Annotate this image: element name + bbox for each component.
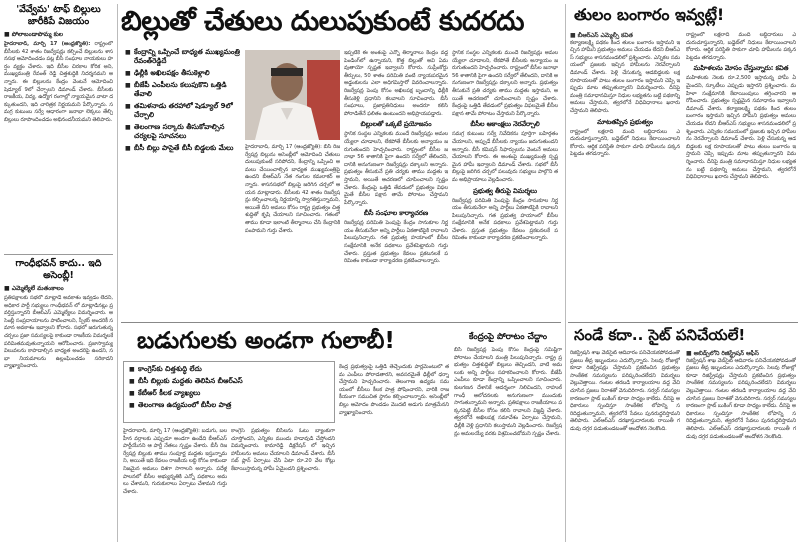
- column-divider-left: [117, 4, 118, 542]
- main-sub-d: ప్రభుత్వ తీరుపై విమర్శలు: [473, 186, 537, 195]
- speaker-photo: [245, 50, 340, 140]
- bottom-body-col2: కాంగ్రెస్ ప్రభుత్వం బీసీలను ఓటు బ్యాంకుగా చూస్తోందని, ఎన్నికల ముందు హడావుడి చేస్తోందని విమర్శించారు. కామారెడ్డి డిక్లరేషన్ లో ఇచ్చిన హామీలను అమలు చేయాలని డిమాండ్ చేశారు. బీసీ సబ్ ప్లాన్ ఏర్పాటు చేసి ఏటా రూ.20 వేల కోట్లు కేటాయిస్తామన్న హామీ ఏమైందని ప్రశ్నించారు.: [231, 428, 335, 472]
- speaker-figure-icon: [245, 50, 340, 140]
- right-top-sub-b: మహిళలను మోసం చేస్తున్నారు: కవిత: [693, 64, 789, 73]
- right-bottom-col1: [570, 350, 680, 542]
- main-headline: బిల్లుతో చేతులు దులుపుకుంటే కుదరదు: [121, 6, 524, 37]
- main-body-c2: స్థానిక సంస్థల ఎన్నికలకు ముందే రిజర్వేషన్లు అమలయ్యేలా చూడాలని, లేకపోతే బీసీలకు అన్యాయం జరుగుతుందని హెచ్చరించారు. రాష్ట్రంలో బీసీల జనాభా 56 శాతానికి పైగా ఉందని సర్వేలో తేలిందని, దానికి అనుగుణంగా రిజర్వేషన్లు దక్కాలని అన్నారు. ప్రభుత్వం తీసుకునే ప్రతి చర్యకు తాము మద్దతు ఇస్తామని, అయితే ఆచరణలో చూపించాలని స్పష్టం చేశారు. కేంద్రంపై ఒత్తిడి తేవడంలో ప్రభుత్వం విఫలమైతే బీసీల పక్షాన తామే పోరాటం చేస్తామని పేర్కొన్నారు.: [452, 50, 558, 117]
- main-body-col1: [245, 144, 340, 316]
- bottom-highlight-item: ■ తెలంగాణ ఉద్యమంలో బీసీల పాత్ర: [129, 401, 329, 410]
- main-highlight-item: ■ తమిళనాడు తరహాలో షెడ్యూల్ 9లో చేర్చాలి: [125, 102, 243, 120]
- right-top-body-c: మహిళలకు నెలకు రూ.2,500 ఇస్తామన్న హామీ ఏమైందని, స్కూటీలు ఎప్పుడు ఇస్తారని ప్రశ్నించారు. మహిళా సంక్షేమానికి కేటాయింపులు తగ్గించారని ఆరోపించారు. ప్రభుత్వం స్పష్టమైన సమాధానం ఇవ్వాలని డిమాండ్ చేశారు.: [686, 75, 796, 112]
- bottom-highlights: [129, 365, 329, 410]
- bottom-story: [121, 324, 451, 544]
- right-bottom-bullet-text: అబిడ్స్‌లోని రిజిస్ట్రేషన్ ఆఫీస్: [693, 350, 759, 357]
- main-body-col3: [452, 50, 558, 316]
- left-sub-headline: గాంధీభవన్ కాదు.. ఇది అసెంబ్లీ!: [15, 258, 102, 281]
- left-bullet-text: పోలాబండాపొమ్మ కుల: [11, 31, 64, 38]
- left-headline: 'వేవ్వేమ' టాఫ్ బిల్లులు జారీకిపే విజయం: [16, 4, 101, 27]
- main-body-d2: రిజర్వేషన్ల పరిమితి పెంపుపై కేంద్రం సానుకూల నిర్ణయం తీసుకునేలా అన్ని పార్టీలు ఏకతాటిపైకి రావాలని పిలుపునిచ్చారు. గత ప్రభుత్వ హయాంలో బీసీల సంక్షేమానికి అనేక పథకాలు ప్రవేశపెట్టామని గుర్తు చేశారు. ప్రస్తుత ప్రభుత్వం కేవలం ప్రకటనలకే పరిమితం కాకుండా కార్యాచరణ ప్రకటించాలన్నారు.: [452, 197, 558, 242]
- bottom-highlight-item: ■ కేటీఆర్ కీలక వ్యాఖ్యలు: [129, 389, 329, 398]
- main-body-b: ఇప్పటికే ఈ అంశంపై ఎన్నో తీర్మానాలు కేంద్రం వద్ద పెండింగ్‌లో ఉన్నాయని, కొత్త బిల్లుతో అవి ఏమవుతాయో స్పష్టత ఇవ్వాలని కోరారు. సుప్రీంకోర్టు తీర్పులు, 50 శాతం పరిమితి వంటి న్యాయపరమైన అడ్డంకులను ఎలా అధిగమిస్తారో వివరించాలన్నారు. రిజర్వేషన్ల పెంపు కోసం అఖిలపక్ష బృందాన్ని ఢిల్లీకి తీసుకెళ్లి ప్రధానిని కలవాలని సూచించారు. బీసీ సంఘాలు, ప్రజాప్రతినిధులు అందరూ కలిసి పోరాడితేనే ఫలితం ఉంటుందని అభిప్రాయపడ్డారు.: [344, 50, 448, 117]
- main-body-d: రిజర్వేషన్ల పరిమితి పెంపుపై కేంద్రం సానుకూల నిర్ణయం తీసుకునేలా అన్ని పార్టీలు ఏకతాటిపైకి రావాలని పిలుపునిచ్చారు. గత ప్రభుత్వ హయాంలో బీసీల సంక్షేమానికి అనేక పథకాలు ప్రవేశపెట్టామని గుర్తు చేశారు. ప్రస్తుత ప్రభుత్వం కేవలం ప్రకటనలకే పరిమితం కాకుండా కార్యాచరణ ప్రకటించాలన్నారు.: [344, 220, 448, 265]
- right-top-story: [568, 2, 798, 320]
- right-top-body-b2: రాష్ట్రంలో లక్షలాది మంది లబ్ధిదారులు ఎదురుచూస్తున్నారని, బడ్జెట్‌లో నిధులు కేటాయించాలని కోరారు. ఆర్థిక పరిస్థితి సాకుగా చూపి హామీలను పక్కనపెట్టడం తగదన్నారు.: [686, 32, 796, 61]
- bottom-right-body: బీసీ రిజర్వేషన్ల పెంపు కోసం కేంద్రంపై సమిష్టిగా పోరాటం చేయాలని మంత్రి పిలుపునిచ్చారు. రాష్ట్ర ప్రభుత్వం చిత్తశుద్ధితో బిల్లులు తెచ్చిందని, వాటి అమలుకు అన్ని పార్టీలు సహకరించాలని కోరారు. బీజేపీ ఎంపీలు కూడా కేంద్రాన్ని ఒప్పించాలని సూచించారు. కులగణన దేశానికే ఆదర్శంగా నిలిచిందని, రాహుల్ గాంధీ ఆలోచనలకు అనుగుణంగా ముందుకు సాగుతున్నామని అన్నారు. ప్రతిపక్షాలు రాజకీయాలు పక్కనపెట్టి బీసీల కోసం కలిసి రావాలని విజ్ఞప్తి చేశారు. త్వరలోనే అఖిలపక్ష సమావేశం ఏర్పాటు చేస్తామని, ఢిల్లీకి వెళ్లి ప్రధానిని కలుస్తామని వెల్లడించారు. రిజర్వేషన్లు అమలయ్యే వరకు విశ్రమించబోమని స్పష్టం చేశారు.: [454, 347, 562, 437]
- bottom-right-story: [454, 324, 562, 544]
- main-sub-b: బీసీల ఆకాంక్షలు నెరవేర్చాలి: [470, 120, 540, 129]
- bottom-headline: బడుగులకు అండగా గులాబీ!: [137, 328, 395, 354]
- main-body-a: హైదరాబాద్, మార్చి 17 (ఆంధ్రజ్యోతి): బీసీ రిజర్వేషన్ల బిల్లును అసెంబ్లీలో ఆమోదించి చేతులు దులుపుకుంటే సరిపోదని, కేంద్రాన్ని ఒప్పించి అమలు చేయించాల్సిన బాధ్యత ముఖ్యమంత్రిపై ఉందని బీఆర్ఎస్ నేత గంగుల కమలాకర్ అన్నారు. శాసనసభలో బిల్లుపై జరిగిన చర్చలో ఆయన మాట్లాడారు. బీసీలకు 42 శాతం రిజర్వేషన్లు కల్పించాలన్న నిర్ణయాన్ని స్వాగతిస్తున్నామని, అయితే దీని అమలు కోసం రాష్ట్ర ప్రభుత్వం చిత్తశుద్ధితో కృషి చేయాలని సూచించారు. గతంలో తాము కూడా ఇలాంటి తీర్మానాలు చేసి కేంద్రానికి పంపామని గుర్తు చేశారు.: [245, 144, 340, 234]
- main-highlight-item: ■ కేంద్రాన్ని ఒప్పించే బాధ్యత ముఖ్యమంత్రి రేవంత్‌రెడ్డిదే: [125, 48, 243, 66]
- right-bottom-headline: సండే కదా.. సైట్ పనిచేయలే!: [574, 326, 746, 344]
- main-sub-c: బీసీ సంఘాల కార్యాచరణ: [363, 209, 429, 218]
- left-dateline: హైదరాబాద్, మార్చి 17 (ఆంధ్రజ్యోతి):: [4, 41, 91, 47]
- right-top-bullet-text: బీఆర్ఎస్ ఎమ్మెల్సీ కవిత: [577, 32, 633, 39]
- main-highlight-item: ■ ఢిల్లీకి అఖిలపక్షం తీసుకెళ్లాలి: [125, 69, 243, 78]
- left-sub-bullet: ■ ఎమ్మెల్యేలే మతంకాలం: [4, 285, 64, 292]
- main-body-e: సమగ్ర కుటుంబ సర్వే నివేదికను పూర్తిగా బహిర్గతం చేయాలని, అప్పుడే బీసీలకు న్యాయం జరుగుతుందని అన్నారు. బీసీ కమిషన్ సిఫార్సులను వెంటనే అమలు చేయాలని కోరారు. ఈ అంశంపై ముఖ్యమంత్రి స్పష్టమైన హామీ ఇవ్వాలని డిమాండ్ చేశారు. సభలో బీసీ బిల్లుపై జరిగిన చర్చలో పలువురు సభ్యులు పాల్గొని తమ అభిప్రాయాలు వెల్లడించారు.: [452, 131, 558, 183]
- bottom-highlights-box: [123, 361, 335, 423]
- right-top-col2: [686, 32, 796, 318]
- right-bottom-col2: [686, 350, 796, 542]
- bottom-highlight-item: ■ కాంగ్రెస్‌కు చిత్తశుద్ధి లేదు: [129, 365, 329, 374]
- right-top-sub-a: మాటతప్పిన ప్రభుత్వం: [597, 117, 653, 126]
- left-body-text: రాష్ట్రంలో బీసీలకు 42 శాతం రిజర్వేషన్లు కల్పించే బిల్లులను శాసనసభ ఆమోదించడం పట్ల బీసీ సంఘాల నాయకులు హర్షం వ్యక్తం చేశారు. ఇది బీసీల చిరకాల కోరిక అని, ముఖ్యమంత్రి రేవంత్ రెడ్డి చిత్తశుద్ధికి నిదర్శనమని అన్నారు. ఈ బిల్లులను కేంద్రం వెంటనే ఆమోదించి షెడ్యూల్ 9లో చేర్చాలని డిమాండ్ చేశారు. బీసీలకు రాజకీయ, విద్య, ఉద్యోగ రంగాల్లో న్యాయమైన వాటా దక్కుతుందని, ఇది చారిత్రక నిర్ణయమని పేర్కొన్నారు. సమగ్ర కుటుంబ సర్వే ఆధారంగా జనాభా లెక్కలు తేల్చి బిల్లులు రూపొందించడం అభినందనీయమని తెలిపారు.: [4, 41, 113, 123]
- right-top-col1: [570, 32, 680, 318]
- main-body-col2: [344, 50, 448, 316]
- left-column: [4, 4, 113, 544]
- right-bottom-body-2: రిజిస్ట్రేషన్ శాఖ వెబ్‌సైట్ ఆదివారం పనిచేయకపోవడంతో ప్రజలు తీవ్ర ఇబ్బందులు ఎదుర్కొన్నారు. సెలవు రోజుల్లో కూడా రిజిస్ట్రేషన్లు చేస్తామని ప్రకటించిన ప్రభుత్వం సాంకేతిక సమస్యలను పరిష్కరించలేదని విమర్శలు వెల్లువెత్తాయి. గంటల తరబడి కార్యాలయాల వద్ద వేచి చూసిన ప్రజలు నిరాశతో వెనుదిరిగారు. సర్వర్ సమస్యల కారణంగా స్లాట్ బుకింగ్ కూడా సాధ్యం కాలేదు. దీనిపై అధికారులు స్పందిస్తూ సాంకేతిక లోపాన్ని సరిదిద్దుతున్నామని, త్వరలోనే సేవలు పునరుద్ధరిస్తామని తెలిపారు. ఎల్ఆర్ఎస్ దరఖాస్తుదారులకు రాయితీ గడువు దగ్గర పడుతుండటంతో ఆందోళన నెలకొంది.: [686, 357, 796, 440]
- right-bottom-story: [568, 324, 798, 544]
- row-divider-right: [568, 322, 798, 323]
- main-story: [121, 2, 561, 320]
- main-sub-a: బిల్లులతో ఒక్కటే ప్రయోజనం: [360, 120, 432, 129]
- right-top-body: కల్యాణలక్ష్మి పథకం కింద తులం బంగారం ఇస్తామని ఇచ్చిన హామీని ప్రభుత్వం అమలు చేయడం లేదని బీఆర్ఎస్ సభ్యులు శాసనమండలిలో ప్రశ్నించారు. ఎన్నికల సమయంలో ప్రజలకు ఇచ్చిన హామీలను నెరవేర్చాలని డిమాండ్ చేశారు. పెళ్లి చేసుకున్న ఆడబిడ్డలకు లక్ష రూపాయలతో పాటు తులం బంగారం ఇస్తామని చెప్పి ఇప్పుడు మాట తప్పుతున్నారని విమర్శించారు. దీనిపై మంత్రి సమాధానమిస్తూ నిధుల లభ్యతను బట్టి పథకాన్ని అమలు చేస్తామని, త్వరలోనే విధివిధానాలు ఖరారు చేస్తామని తెలిపారు.: [570, 39, 680, 114]
- left-body: [4, 41, 113, 251]
- right-bottom-body: రిజిస్ట్రేషన్ శాఖ వెబ్‌సైట్ ఆదివారం పనిచేయకపోవడంతో ప్రజలు తీవ్ర ఇబ్బందులు ఎదుర్కొన్నారు. సెలవు రోజుల్లో కూడా రిజిస్ట్రేషన్లు చేస్తామని ప్రకటించిన ప్రభుత్వం సాంకేతిక సమస్యలను పరిష్కరించలేదని విమర్శలు వెల్లువెత్తాయి. గంటల తరబడి కార్యాలయాల వద్ద వేచి చూసిన ప్రజలు నిరాశతో వెనుదిరిగారు. సర్వర్ సమస్యల కారణంగా స్లాట్ బుకింగ్ కూడా సాధ్యం కాలేదు. దీనిపై అధికారులు స్పందిస్తూ సాంకేతిక లోపాన్ని సరిదిద్దుతున్నామని, త్వరలోనే సేవలు పునరుద్ధరిస్తామని తెలిపారు. ఎల్ఆర్ఎస్ దరఖాస్తుదారులకు రాయితీ గడువు దగ్గర పడుతుండటంతో ఆందోళన నెలకొంది.: [570, 350, 680, 432]
- bottom-body-col1: హైదరాబాద్, మార్చి 17 (ఆంధ్రజ్యోతి): బడుగు, బలహీన వర్గాలకు ఎప్పుడూ అండగా ఉండేది బీఆర్ఎస్ పార్టీయేనని ఆ పార్టీ నేతలు స్పష్టం చేశారు. బీసీ రిజర్వేషన్ల బిల్లుకు తాము సంపూర్ణ మద్దతు ఇస్తున్నామని, అయితే ఇది కేవలం రాజకీయ లబ్ధి కోసం కాకుండా నిజమైన అమలు దిశగా సాగాలని అన్నారు. పదేళ్ల పాలనలో బీసీల అభ్యున్నతికి ఎన్నో పథకాలు అమలు చేశామని, గురుకులాలు ఏర్పాటు చేశామని గుర్తు చేశారు.: [123, 428, 227, 495]
- right-top-body-b: రాష్ట్రంలో లక్షలాది మంది లబ్ధిదారులు ఎదురుచూస్తున్నారని, బడ్జెట్‌లో నిధులు కేటాయించాలని కోరారు. ఆర్థిక పరిస్థితి సాకుగా చూపి హామీలను పక్కనపెట్టడం తగదన్నారు.: [570, 128, 680, 158]
- column-divider-right: [565, 4, 566, 542]
- right-top-headline: తులం బంగారం ఇవ్వట్లే!: [574, 5, 725, 24]
- bottom-right-headline: కేంద్రంపై పోరాటం చేద్దాం: [468, 332, 548, 342]
- left-sub-bullet-text: ఎమ్మెల్యేలే మతంకాలం: [11, 285, 64, 292]
- main-body-c: స్థానిక సంస్థల ఎన్నికలకు ముందే రిజర్వేషన్లు అమలయ్యేలా చూడాలని, లేకపోతే బీసీలకు అన్యాయం జరుగుతుందని హెచ్చరించారు. రాష్ట్రంలో బీసీల జనాభా 56 శాతానికి పైగా ఉందని సర్వేలో తేలిందని, దానికి అనుగుణంగా రిజర్వేషన్లు దక్కాలని అన్నారు. ప్రభుత్వం తీసుకునే ప్రతి చర్యకు తాము మద్దతు ఇస్తామని, అయితే ఆచరణలో చూపించాలని స్పష్టం చేశారు. కేంద్రంపై ఒత్తిడి తేవడంలో ప్రభుత్వం విఫలమైతే బీసీల పక్షాన తామే పోరాటం చేస్తామని పేర్కొన్నారు.: [344, 131, 448, 206]
- main-highlight-item: ■ బీజేపీ ఎంపీలను కలుపుకొని ఒత్తిడి తేవాలి: [125, 81, 243, 99]
- bottom-highlight-item: ■ బీసీ బిల్లుకు మద్దతు తెలిపిన బీఆర్ఎస్: [129, 377, 329, 386]
- left-divider: [4, 254, 113, 255]
- left-bullet: ■ పోలాబండాపొమ్మ కుల: [4, 31, 64, 38]
- bottom-body-col3: కేంద్ర ప్రభుత్వంపై ఒత్తిడి తెచ్చేందుకు పార్లమెంటులో తమ ఎంపీలు పోరాడతారని, అవసరమైతే ఢిల్లీలో ధర్నా చేస్తామని హెచ్చరించారు. తెలంగాణ ఉద్యమ సమయంలో బీసీలు కీలక పాత్ర పోషించారని, వారికి రాజకీయంగా సముచిత స్థానం కల్పించాలన్నారు. అసెంబ్లీలో బిల్లు ఆమోదం పొందడం మొదటి అడుగు మాత్రమేనని వ్యాఖ్యానించారు.: [339, 364, 449, 416]
- right-top-bullet: ■ బీఆర్ఎస్ ఎమ్మెల్సీ కవిత: [570, 32, 633, 39]
- row-divider-middle: [121, 322, 561, 323]
- right-bottom-bullet: ■ అబిడ్స్‌లోని రిజిస్ట్రేషన్ ఆఫీస్: [686, 350, 759, 357]
- main-highlights: [125, 48, 243, 156]
- right-top-body-2: కల్యాణలక్ష్మి పథకం కింద తులం బంగారం ఇస్తామని ఇచ్చిన హామీని ప్రభుత్వం అమలు చేయడం లేదని బీఆర్ఎస్ సభ్యులు శాసనమండలిలో ప్రశ్నించారు. ఎన్నికల సమయంలో ప్రజలకు ఇచ్చిన హామీలను నెరవేర్చాలని డిమాండ్ చేశారు. పెళ్లి చేసుకున్న ఆడబిడ్డలకు లక్ష రూపాయలతో పాటు తులం బంగారం ఇస్తామని చెప్పి ఇప్పుడు మాట తప్పుతున్నారని విమర్శించారు. దీనిపై మంత్రి సమాధానమిస్తూ నిధుల లభ్యతను బట్టి పథకాన్ని అమలు చేస్తామని, త్వరలోనే విధివిధానాలు ఖరారు చేస్తామని తెలిపారు.: [686, 105, 796, 181]
- main-highlight-item: ■ తెలంగాణ సర్కారు తీసుకోవాల్సిన చర్యలపై సూచనలు: [125, 123, 243, 141]
- main-highlight-item: ■ బీసీ బిల్లు పాసైతే బీసీ బిడ్డలకు మేలు: [125, 144, 243, 153]
- left-sub-body: ప్రతిపక్షాలకు సభలో మాట్లాడే అవకాశం ఇవ్వడం లేదని, అధికార పార్టీ సభ్యులు గాంధీభవన్ లో మాట్లాడినట్లు ప్రవర్తిస్తున్నారని బీఆర్ఎస్ ఎమ్మెల్యేలు విమర్శించారు. అసెంబ్లీ సంప్రదాయాలను పాటించాలని, స్పీకర్ అందరికీ సమాన అవకాశం ఇవ్వాలని కోరారు. సభలో జరుగుతున్న చర్చలు ప్రజా సమస్యలపై కాకుండా రాజకీయ విమర్శలకే పరిమితమవుతున్నాయని ఆరోపించారు. ప్రజాస్వామ్య విలువలను కాపాడాల్సిన బాధ్యత అందరిపై ఉందని, సభా నియమాలను ఉల్లంఘించడం సరికాదని వ్యాఖ్యానించారు.: [4, 295, 113, 370]
